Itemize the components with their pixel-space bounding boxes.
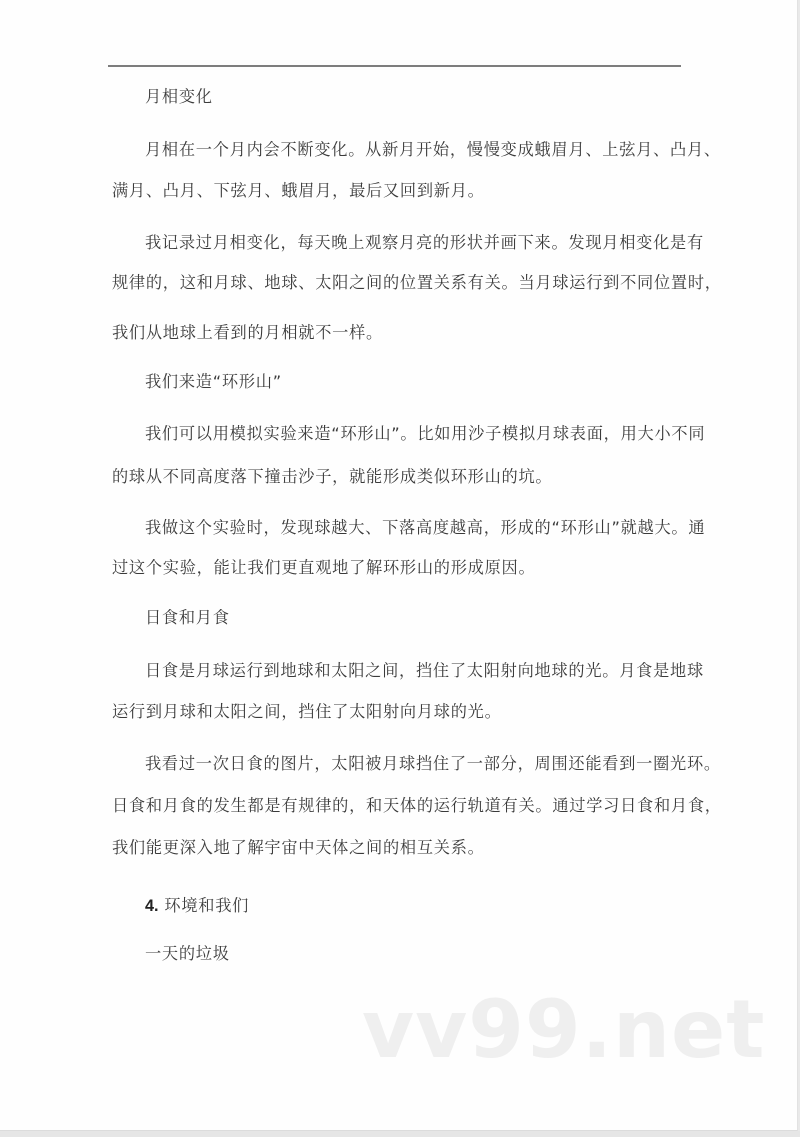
watermark: vv99.net	[362, 983, 766, 1076]
paragraph-line: 我们能更深入地了解宇宙中天体之间的相互关系。	[112, 838, 485, 857]
paragraph-line: 我们从地球上看到的月相就不一样。	[112, 323, 383, 342]
paragraph-line: 的球从不同高度落下撞击沙子，就能形成类似环形山的坑。	[112, 467, 553, 486]
chapter-number: 4.	[145, 897, 159, 915]
section-heading-moon-phases: 月相变化	[145, 87, 213, 106]
header-rule	[108, 65, 681, 67]
chapter-heading	[145, 895, 249, 917]
paragraph-line: 日食和月食的发生都是有规律的，和天体的运行轨道有关。通过学习日食和月食，	[112, 796, 722, 815]
paragraph-line: 运行到月球和太阳之间，挡住了太阳射向月球的光。	[112, 702, 502, 721]
paragraph-line: 满月、凸月、下弦月、蛾眉月，最后又回到新月。	[112, 181, 485, 200]
paragraph-line: 我看过一次日食的图片，太阳被月球挡住了一部分，周围还能看到一圈光环。	[145, 754, 721, 773]
section-heading-eclipses: 日食和月食	[145, 608, 230, 627]
chapter-title: 环境和我们	[164, 896, 250, 915]
subsection-heading-daily-garbage: 一天的垃圾	[145, 944, 230, 963]
paragraph-line: 月相在一个月内会不断变化。从新月开始，慢慢变成蛾眉月、上弦月、凸月、	[145, 140, 721, 159]
paragraph-line: 我们可以用模拟实验来造“环形山”。比如用沙子模拟月球表面，用大小不同	[145, 424, 706, 443]
paragraph-line: 规律的，这和月球、地球、太阳之间的位置关系有关。当月球运行到不同位置时，	[112, 273, 722, 292]
paragraph-line: 我记录过月相变化，每天晚上观察月亮的形状并画下来。发现月相变化是有	[145, 233, 704, 252]
paragraph-line: 我做这个实验时，发现球越大、下落高度越高，形成的“环形山”就越大。通	[145, 518, 706, 537]
page-bottom-edge	[0, 1131, 800, 1137]
paragraph-line: 过这个实验，能让我们更直观地了解环形山的形成原因。	[112, 558, 536, 577]
paragraph-line: 日食是月球运行到地球和太阳之间，挡住了太阳射向地球的光。月食是地球	[145, 661, 704, 680]
section-heading-crater-experiment: 我们来造“环形山”	[145, 372, 282, 391]
